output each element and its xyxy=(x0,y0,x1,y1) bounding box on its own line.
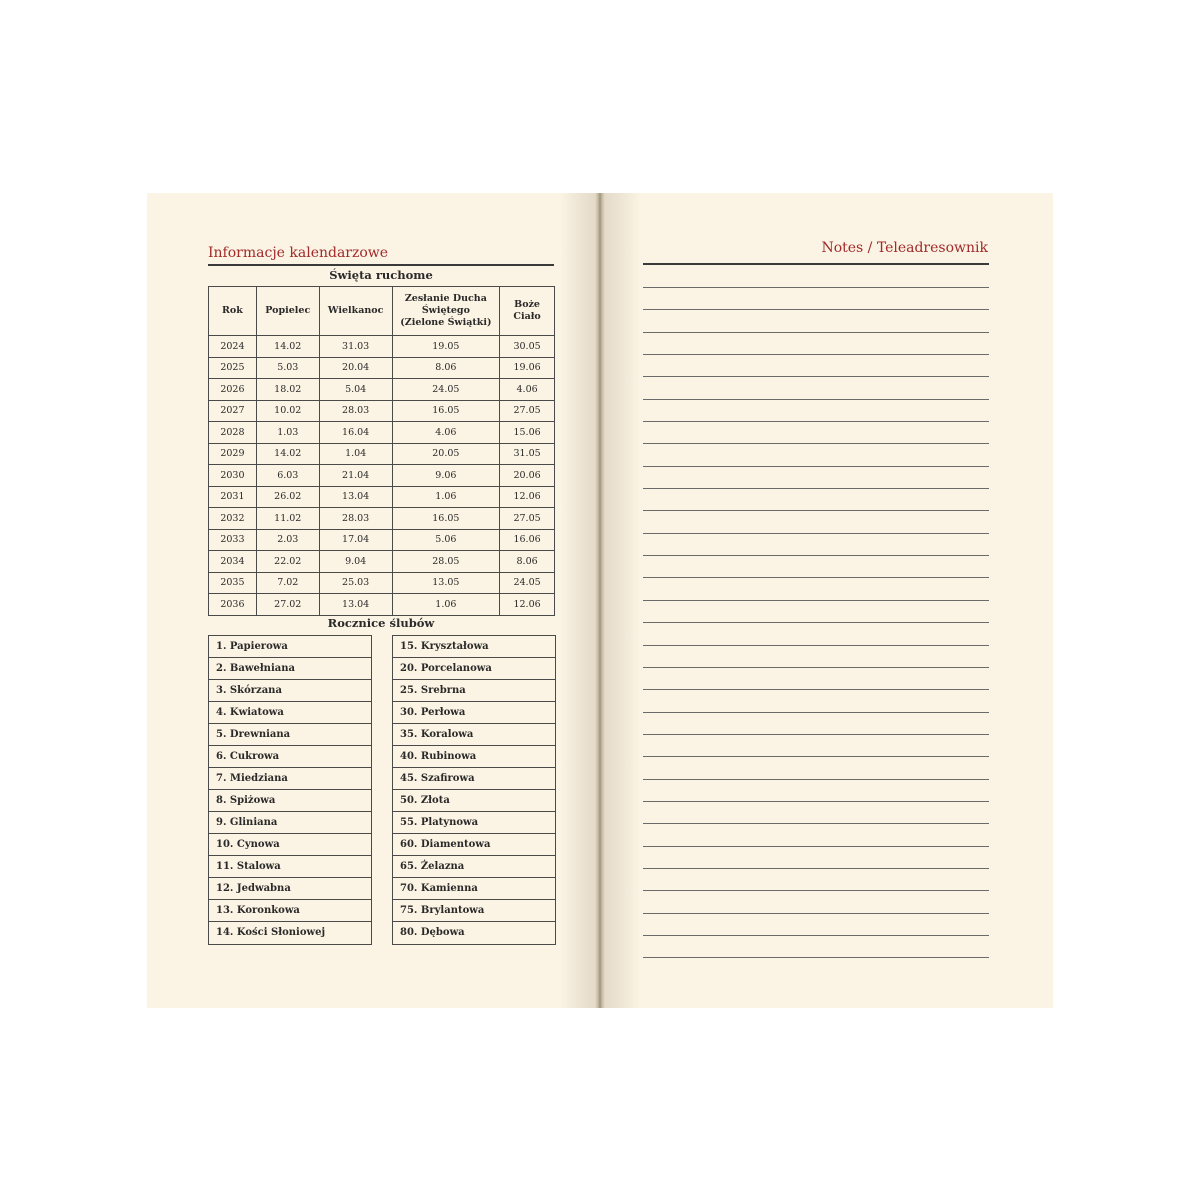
column-header-ash-wednesday: Popielec xyxy=(256,287,319,336)
column-header-pentecost: Zesłanie Ducha Świętego (Zielone Świątki) xyxy=(392,287,500,336)
feast-cell: 2.03 xyxy=(256,529,319,551)
note-line xyxy=(643,443,989,465)
note-line xyxy=(643,935,989,957)
feast-cell: 19.06 xyxy=(500,357,555,379)
feast-cell: 14.02 xyxy=(256,443,319,465)
feast-cell: 20.04 xyxy=(319,357,392,379)
anniversary-item: 60. Diamentowa xyxy=(393,834,555,856)
feast-cell: 2027 xyxy=(209,400,257,422)
feast-row xyxy=(209,486,555,508)
note-line xyxy=(643,846,989,868)
feast-cell: 2031 xyxy=(209,486,257,508)
anniversary-item: 14. Kości Słoniowej xyxy=(216,927,326,939)
feast-cell: 1.06 xyxy=(392,594,500,616)
feast-cell: 2028 xyxy=(209,422,257,444)
feast-cell: 27.05 xyxy=(500,508,555,530)
anniversary-item: 75. Brylantowa xyxy=(393,900,555,922)
column-header-corpus-christi: Boże Ciało xyxy=(500,287,555,336)
feast-cell: 5.03 xyxy=(256,357,319,379)
movable-feasts-title: Święta ruchome xyxy=(329,268,433,282)
feast-cell: 5.04 xyxy=(319,379,392,401)
feast-row xyxy=(209,529,555,551)
anniversary-item: 55. Platynowa xyxy=(393,812,555,834)
feast-cell: 27.02 xyxy=(256,594,319,616)
feast-row xyxy=(209,379,555,401)
feast-cell: 16.05 xyxy=(392,400,500,422)
feast-cell: 13.05 xyxy=(392,572,500,594)
note-line xyxy=(643,399,989,421)
right-page-header: Notes / Teleadresownik xyxy=(821,240,988,256)
feast-row xyxy=(209,443,555,465)
feast-cell: 31.03 xyxy=(319,336,392,358)
anniversaries-list-left xyxy=(208,635,372,945)
feast-cell: 25.03 xyxy=(319,572,392,594)
book-spine-gutter xyxy=(595,193,605,1008)
note-line xyxy=(643,354,989,376)
note-line xyxy=(643,421,989,443)
feast-cell: 1.06 xyxy=(392,486,500,508)
note-line xyxy=(643,376,989,398)
feast-cell: 20.06 xyxy=(500,465,555,487)
feast-cell: 16.05 xyxy=(392,508,500,530)
anniversary-item: 13. Koronkowa xyxy=(209,900,371,922)
feast-cell: 8.06 xyxy=(500,551,555,573)
note-line xyxy=(643,577,989,599)
anniversary-item: 45. Szafirowa xyxy=(393,768,555,790)
anniversary-item: 1. Papierowa xyxy=(209,636,371,658)
note-line xyxy=(643,957,989,979)
anniversary-item: 9. Gliniana xyxy=(209,812,371,834)
note-line xyxy=(643,622,989,644)
feast-cell: 2032 xyxy=(209,508,257,530)
feast-cell: 30.05 xyxy=(500,336,555,358)
feast-cell: 13.04 xyxy=(319,486,392,508)
note-line xyxy=(643,645,989,667)
feast-row xyxy=(209,336,555,358)
note-line xyxy=(643,756,989,778)
feast-row xyxy=(209,551,555,573)
feast-cell: 2029 xyxy=(209,443,257,465)
column-header-easter: Wielkanoc xyxy=(319,287,392,336)
note-line xyxy=(643,734,989,756)
feast-cell: 2034 xyxy=(209,551,257,573)
anniversary-item: 6. Cukrowa xyxy=(209,746,371,768)
note-line xyxy=(643,868,989,890)
feast-cell: 13.04 xyxy=(319,594,392,616)
feast-cell: 24.05 xyxy=(500,572,555,594)
anniversary-item: 50. Złota xyxy=(393,790,555,812)
feast-cell: 2033 xyxy=(209,529,257,551)
feast-cell: 28.03 xyxy=(319,400,392,422)
anniversary-item: 25. Srebrna xyxy=(393,680,555,702)
feast-row xyxy=(209,508,555,530)
note-line xyxy=(643,712,989,734)
feast-cell: 6.03 xyxy=(256,465,319,487)
feast-cell: 31.05 xyxy=(500,443,555,465)
feast-cell: 26.02 xyxy=(256,486,319,508)
left-header-rule xyxy=(208,264,554,266)
feast-row xyxy=(209,422,555,444)
anniversary-item: 30. Perłowa xyxy=(393,702,555,724)
column-header-year: Rok xyxy=(209,287,257,336)
feasts-header-row xyxy=(209,287,555,336)
left-page-header: Informacje kalendarzowe xyxy=(208,245,389,261)
gutter-shadow-right xyxy=(605,193,640,1008)
feast-cell: 10.02 xyxy=(256,400,319,422)
gutter-shadow-left xyxy=(560,193,595,1008)
anniversary-item: 2. Bawełniana xyxy=(209,658,371,680)
feast-row xyxy=(209,572,555,594)
feast-cell: 2024 xyxy=(209,336,257,358)
feast-row xyxy=(209,357,555,379)
feast-cell: 1.04 xyxy=(319,443,392,465)
note-line xyxy=(643,466,989,488)
anniversary-item: 80. Dębowa xyxy=(400,927,465,939)
note-line xyxy=(643,600,989,622)
anniversary-item: 35. Koralowa xyxy=(393,724,555,746)
note-line xyxy=(643,779,989,801)
anniversary-item: 8. Spiżowa xyxy=(209,790,371,812)
anniversary-item: 15. Kryształowa xyxy=(393,636,555,658)
note-line xyxy=(643,488,989,510)
feast-row xyxy=(209,465,555,487)
feast-cell: 2025 xyxy=(209,357,257,379)
feast-cell: 15.06 xyxy=(500,422,555,444)
anniversary-item: 70. Kamienna xyxy=(393,878,555,900)
feast-cell: 9.04 xyxy=(319,551,392,573)
feast-cell: 12.06 xyxy=(500,486,555,508)
feast-cell: 2030 xyxy=(209,465,257,487)
feast-cell: 27.05 xyxy=(500,400,555,422)
note-line xyxy=(643,667,989,689)
feast-cell: 4.06 xyxy=(500,379,555,401)
note-line xyxy=(643,533,989,555)
feast-cell: 4.06 xyxy=(392,422,500,444)
feast-cell: 22.02 xyxy=(256,551,319,573)
anniversary-item: 65. Żelazna xyxy=(393,856,555,878)
feast-cell: 17.04 xyxy=(319,529,392,551)
anniversary-item: 3. Skórzana xyxy=(209,680,371,702)
feast-cell: 28.03 xyxy=(319,508,392,530)
right-header-rule xyxy=(643,263,989,265)
feast-cell: 24.05 xyxy=(392,379,500,401)
feast-cell: 9.06 xyxy=(392,465,500,487)
note-line xyxy=(643,510,989,532)
feast-row xyxy=(209,594,555,616)
feast-cell: 8.06 xyxy=(392,357,500,379)
anniversaries-title: Rocznice ślubów xyxy=(327,616,435,630)
feast-cell: 20.05 xyxy=(392,443,500,465)
feast-cell: 5.06 xyxy=(392,529,500,551)
anniversary-item: 12. Jedwabna xyxy=(209,878,371,900)
anniversaries-list-right xyxy=(392,635,556,945)
feast-cell: 19.05 xyxy=(392,336,500,358)
note-line xyxy=(643,309,989,331)
feast-cell: 2035 xyxy=(209,572,257,594)
note-line xyxy=(643,913,989,935)
feast-cell: 16.04 xyxy=(319,422,392,444)
feast-cell: 28.05 xyxy=(392,551,500,573)
feast-cell: 18.02 xyxy=(256,379,319,401)
anniversary-item: 7. Miedziana xyxy=(209,768,371,790)
note-line xyxy=(643,890,989,912)
anniversary-item: 40. Rubinowa xyxy=(393,746,555,768)
feast-cell: 12.06 xyxy=(500,594,555,616)
movable-feasts-table xyxy=(208,286,555,616)
feast-cell: 2036 xyxy=(209,594,257,616)
note-line xyxy=(643,801,989,823)
feast-cell: 2026 xyxy=(209,379,257,401)
note-line xyxy=(643,287,989,309)
anniversary-item: 11. Stalowa xyxy=(209,856,371,878)
note-line xyxy=(643,689,989,711)
notes-ruled-lines xyxy=(643,287,989,980)
feast-cell: 1.03 xyxy=(256,422,319,444)
note-line xyxy=(643,555,989,577)
feast-cell: 7.02 xyxy=(256,572,319,594)
feast-cell: 11.02 xyxy=(256,508,319,530)
feast-cell: 14.02 xyxy=(256,336,319,358)
anniversary-item: 5. Drewniana xyxy=(209,724,371,746)
note-line xyxy=(643,823,989,845)
feast-cell: 16.06 xyxy=(500,529,555,551)
anniversary-item: 4. Kwiatowa xyxy=(209,702,371,724)
anniversary-item: 10. Cynowa xyxy=(209,834,371,856)
feast-row xyxy=(209,400,555,422)
feast-cell: 21.04 xyxy=(319,465,392,487)
anniversary-item: 20. Porcelanowa xyxy=(393,658,555,680)
note-line xyxy=(643,332,989,354)
